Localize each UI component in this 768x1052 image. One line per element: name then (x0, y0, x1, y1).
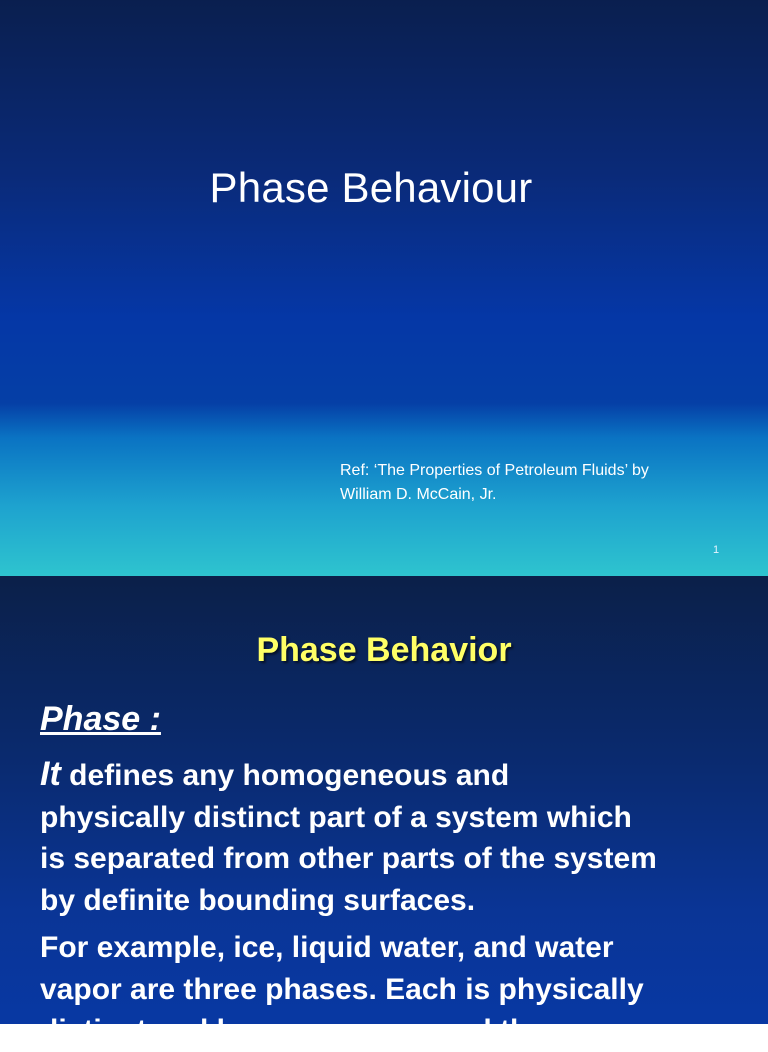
slide-title: Phase Behaviour (209, 164, 533, 211)
paragraph-line (40, 754, 760, 797)
page-number: 1 (713, 544, 720, 556)
line-text: defines any homogeneous and (60, 759, 510, 792)
definition-paragraph (40, 754, 760, 921)
paragraph-line: is separated from other parts of the system (40, 842, 657, 875)
example-paragraph (40, 927, 760, 1052)
slide-heading: Phase Behavior (256, 631, 512, 669)
paragraph-line: distinct and homogeneous, and there are (40, 1014, 627, 1047)
content-slide (0, 576, 768, 1047)
paragraph-line: vapor are three phases. Each is physically (40, 972, 644, 1006)
lead-word: It (40, 755, 61, 793)
reference-line: Ref: ‘The Properties of Petroleum Fluids’ by (340, 462, 649, 479)
paragraph-line: by definite bounding surfaces. (40, 883, 476, 917)
reference-line: William D. McCain, Jr. (340, 486, 497, 503)
term-heading: Phase : (40, 700, 161, 738)
paragraph-line: For example, ice, liquid water, and water (40, 931, 614, 964)
paragraph-line: physically distinct part of a system which (40, 800, 632, 834)
reference-text (340, 459, 740, 507)
